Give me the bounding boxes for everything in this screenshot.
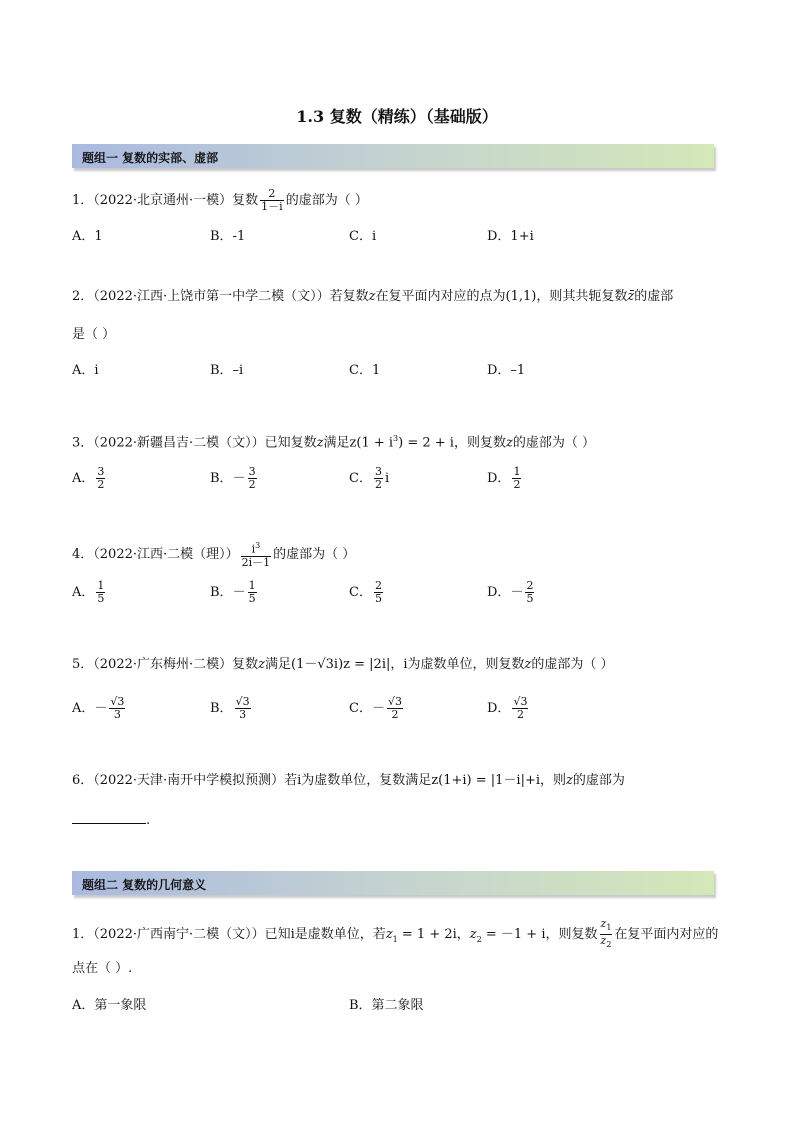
sign: － [232, 585, 246, 600]
fraction [248, 466, 257, 491]
question-4 [72, 540, 355, 569]
option-label: D． [487, 585, 511, 600]
question-6 [72, 772, 625, 790]
option-b[interactable] [210, 466, 259, 491]
question-2-line2: 是（ ） [72, 327, 116, 342]
option-d[interactable] [487, 696, 530, 721]
fraction [374, 580, 383, 605]
question-number: 3． [72, 435, 94, 451]
page-title: 1.3 复数（精练）（基础版） [296, 107, 498, 126]
option-a[interactable]: A．第一象限 [72, 998, 147, 1013]
fraction [600, 918, 613, 951]
option-b[interactable] [210, 580, 259, 605]
math-var: z [600, 934, 607, 948]
fraction [512, 696, 528, 721]
math-var: z [524, 657, 532, 672]
fraction-numerator: √3 [513, 695, 528, 708]
math-var: z [385, 927, 393, 943]
fraction-numerator: 3 [374, 465, 382, 478]
question-text: ，i为虚数单位，则复数 [390, 657, 525, 672]
option-label: C． [349, 701, 372, 716]
fraction-numerator: 2 [374, 579, 382, 592]
option-c[interactable] [349, 580, 385, 605]
fraction-numerator [600, 918, 613, 934]
question-text: 若复数 [329, 289, 369, 304]
fraction [109, 696, 125, 721]
question-text: 在复平面内对应的 [614, 927, 719, 943]
fraction [512, 466, 521, 491]
group-header-1-label: 题组一 复数的实部、虚部 [82, 151, 219, 165]
fraction-numerator: 1 [248, 579, 256, 592]
question-text: 满足 [265, 657, 292, 672]
question-text: 的虚部为（ ） [512, 435, 595, 451]
option-label: B． [210, 701, 233, 716]
fraction [241, 540, 272, 569]
fraction-numerator: 1 [97, 579, 105, 592]
fraction-denominator: 2 [374, 478, 382, 491]
option-d[interactable]: D．–1 [487, 363, 526, 378]
option-label: D． [487, 701, 511, 716]
math-var: z [368, 289, 376, 304]
fraction-denominator: 3 [235, 708, 251, 721]
math-var: z [505, 435, 513, 451]
fraction [235, 696, 251, 721]
fraction-numerator [241, 540, 272, 556]
math-expr: (1－√3i)z = |2i| [291, 657, 391, 672]
fraction-numerator: 3 [248, 465, 256, 478]
fraction-denominator: 5 [97, 592, 105, 605]
math-expr: z(1 + i [349, 435, 394, 451]
question-number: 2． [72, 289, 94, 304]
fraction [260, 188, 284, 213]
question-source: （2022·江西·上饶市第一中学二模（文）） [93, 289, 330, 304]
math-var: z [469, 927, 477, 943]
fraction-denominator: 2i－1 [241, 555, 271, 569]
option-label: B． [210, 471, 233, 486]
fraction-numerator: 1 [513, 465, 521, 478]
math-expr: z(1+i) = |1－i|+i [431, 773, 541, 788]
option-b[interactable]: B．-1 [210, 229, 246, 244]
question-text: 若i为虚数单位，复数满足 [284, 773, 432, 788]
option-c[interactable]: C．1 [349, 363, 381, 378]
fraction [248, 580, 257, 605]
fraction-denominator: 2 [248, 478, 256, 491]
option-d[interactable] [487, 580, 536, 605]
math-var: z̄ [627, 289, 635, 304]
question-2 [72, 288, 673, 306]
group-header-1 [72, 144, 714, 168]
option-d[interactable]: D．1+i [487, 229, 534, 244]
question-text: 的虚部 [634, 289, 674, 304]
option-b[interactable] [210, 696, 253, 721]
math-expr: ) = 2 + i [398, 435, 454, 451]
option-a[interactable]: A．i [72, 363, 99, 378]
fraction [96, 580, 105, 605]
option-tail: i [384, 471, 390, 486]
fraction-numerator: √3 [235, 695, 250, 708]
question-number: 6． [72, 773, 94, 788]
sign: － [371, 701, 385, 716]
question-source: （2022·天津·南开中学模拟预测） [93, 773, 285, 788]
math-var: i [251, 542, 256, 556]
question-text: 的虚部为 [572, 773, 625, 788]
option-c[interactable] [349, 696, 405, 721]
math-exponent: 3 [393, 434, 399, 443]
question-text: ， [456, 927, 470, 943]
group-header-2 [72, 871, 714, 895]
option-a[interactable] [72, 696, 127, 721]
question-text: 满足 [323, 435, 350, 451]
question-source: （2022·江西·二模（理）） [93, 546, 239, 562]
option-a[interactable] [72, 466, 107, 491]
fraction-denominator [600, 934, 613, 951]
group2-question-1-line2: 点在（ ）. [72, 961, 133, 976]
sign: － [232, 471, 246, 486]
group-header-2-label: 题组二 复数的几何意义 [82, 878, 207, 892]
math-expr: (1,1) [505, 289, 537, 304]
option-c[interactable] [349, 466, 389, 491]
question-text: 的虚部为（ ） [273, 546, 356, 562]
question-number: 1． [72, 193, 94, 208]
fraction [525, 580, 534, 605]
option-b[interactable]: B．第二象限 [349, 998, 424, 1013]
option-label: D． [487, 471, 511, 486]
math-var: z [316, 435, 324, 451]
fraction-denominator: 5 [374, 592, 382, 605]
question-number: 4． [72, 546, 94, 562]
question-text: 的虚部为（ ） [531, 657, 614, 672]
sign: － [510, 585, 524, 600]
fraction [96, 466, 105, 491]
option-d[interactable] [487, 466, 523, 491]
question-text: ，则复数 [545, 927, 598, 943]
question-3 [72, 430, 595, 452]
math-expr: = －1 + i [481, 927, 546, 943]
fraction-numerator: 3 [97, 465, 105, 478]
question-text: 复数 [232, 657, 259, 672]
math-expr: = 1 + 2i [397, 927, 457, 943]
math-subscript: 1 [606, 923, 612, 933]
math-var: z [600, 917, 607, 930]
fraction-denominator: 2 [512, 708, 528, 721]
question-text: 复数 [232, 193, 259, 208]
option-c[interactable]: C．i [349, 229, 377, 244]
question-source: （2022·北京通州·一模） [93, 193, 233, 208]
question-source: （2022·广东梅州·二模） [93, 657, 233, 672]
group2-question-1 [72, 918, 718, 951]
fraction-denominator: 1－i [261, 200, 283, 213]
option-a[interactable] [72, 580, 107, 605]
fraction-numerator: √3 [387, 695, 402, 708]
answer-blank[interactable] [72, 823, 146, 824]
question-source: （2022·广西南宁·二模（文）） [93, 927, 265, 943]
option-label: A． [72, 471, 95, 486]
option-b[interactable]: B．–i [210, 363, 244, 378]
fraction [374, 466, 383, 491]
fraction-numerator: 2 [268, 187, 276, 200]
option-label: C． [349, 471, 372, 486]
math-exponent: 3 [255, 541, 261, 550]
question-5 [72, 656, 614, 674]
question-text: . [146, 813, 151, 828]
fraction-denominator: 2 [387, 708, 403, 721]
question-text: 已知复数 [264, 435, 317, 451]
fraction [387, 696, 403, 721]
question-1 [72, 188, 368, 213]
question-text: ，则其共轭复数 [536, 289, 628, 304]
answer-blank-line [72, 812, 150, 830]
option-label: A． [72, 585, 95, 600]
question-number: 1． [72, 927, 94, 943]
fraction-denominator: 5 [526, 592, 534, 605]
sign: － [94, 701, 108, 716]
fraction-numerator: √3 [110, 695, 125, 708]
math-var: z [566, 773, 573, 788]
fraction-denominator: 2 [97, 478, 105, 491]
question-text: 在复平面内对应的点为 [375, 289, 506, 304]
question-source: （2022·新疆昌吉·二模（文）） [93, 435, 265, 451]
question-text: ，则 [540, 773, 567, 788]
question-text: ，则复数 [453, 435, 506, 451]
math-subscript: 1 [392, 934, 398, 944]
math-subscript: 2 [476, 934, 482, 944]
question-number: 5． [72, 657, 94, 672]
option-a[interactable]: A．1 [72, 229, 103, 244]
option-label: C． [349, 585, 372, 600]
fraction-numerator: 2 [526, 579, 534, 592]
option-label: A． [72, 701, 95, 716]
math-subscript: 2 [606, 940, 612, 950]
question-text: 已知i是虚数单位，若 [264, 927, 386, 943]
option-label: B． [210, 585, 233, 600]
fraction-denominator: 3 [109, 708, 125, 721]
fraction-denominator: 2 [513, 478, 521, 491]
math-var: z [258, 657, 266, 672]
question-text: 的虚部为（ ） [285, 193, 368, 208]
fraction-denominator: 5 [248, 592, 256, 605]
